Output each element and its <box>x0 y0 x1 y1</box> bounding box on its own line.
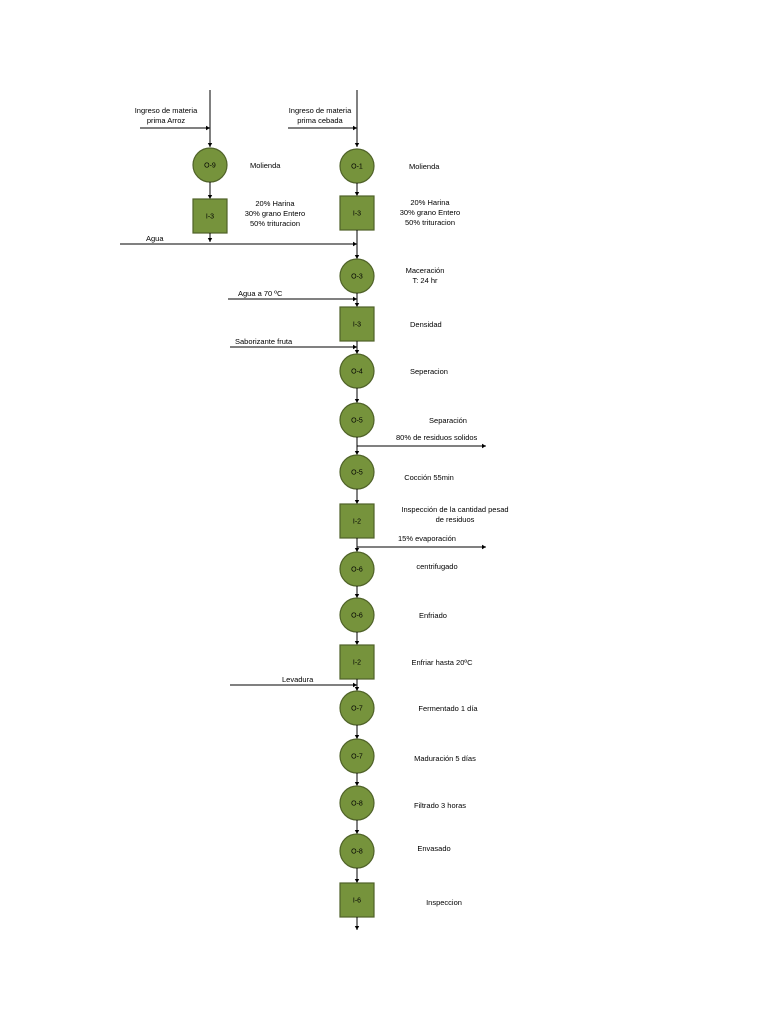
node-code: I-2 <box>352 518 362 526</box>
node-description: 50% trituracion <box>249 219 301 228</box>
node-description: 50% trituracion <box>404 218 456 227</box>
node-code: O-8 <box>351 800 363 808</box>
arrowhead <box>355 926 359 930</box>
node-description: Densidad <box>410 320 442 329</box>
arrowhead <box>355 255 359 259</box>
node-description: Maduración 5 días <box>414 754 476 763</box>
arrowhead <box>355 500 359 504</box>
node-description: Separación <box>429 416 467 425</box>
arrowhead <box>208 238 212 242</box>
node-description: Maceración <box>405 266 445 275</box>
arrowhead <box>355 350 359 354</box>
node-description: Inspección de la cantidad pesad <box>401 505 509 514</box>
node-code: O-9 <box>204 162 216 170</box>
output-label: 15% evaporación <box>398 534 456 543</box>
node-description: Cocción 55min <box>404 473 454 482</box>
main-input-label: Ingreso de materia <box>288 106 352 115</box>
node-code: O-7 <box>351 705 363 713</box>
arrowhead <box>208 195 212 199</box>
node-code: I-3 <box>205 213 215 221</box>
node-code: I-6 <box>352 897 362 905</box>
arrowhead <box>353 345 357 349</box>
node-description: Fermentado 1 día <box>418 704 478 713</box>
node-code: I-2 <box>352 659 362 667</box>
node-description: Filtrado 3 horas <box>413 801 467 810</box>
node-code: I-3 <box>352 210 362 218</box>
node-code: O-5 <box>351 469 363 477</box>
node-description: Inspeccion <box>426 898 462 907</box>
left-input-label: prima Arroz <box>146 116 186 125</box>
arrowhead <box>482 444 486 448</box>
node-code: O-3 <box>351 273 363 281</box>
node-code: O-4 <box>351 368 363 376</box>
input-label: Agua a 70 ºC <box>238 289 283 298</box>
node-code: O-8 <box>351 848 363 856</box>
main-input-label: prima cebada <box>297 116 343 125</box>
arrowhead <box>355 451 359 455</box>
node-code: O-6 <box>351 566 363 574</box>
node-code: O-5 <box>351 417 363 425</box>
arrowhead <box>355 192 359 196</box>
arrowhead <box>353 126 357 130</box>
arrowhead <box>355 143 359 147</box>
input-label: Levadura <box>282 675 314 684</box>
node-description: T: 24 hr <box>412 276 438 285</box>
arrowhead <box>208 143 212 147</box>
node-description: centrifugado <box>416 562 458 571</box>
node-code: O-6 <box>351 612 363 620</box>
node-code: I-3 <box>352 321 362 329</box>
node-description: Enfriar hasta 20ºC <box>411 658 473 667</box>
arrowhead <box>206 126 210 130</box>
node-description: 20% Harina <box>255 199 295 208</box>
node-description: Molienda <box>250 161 281 170</box>
node-description: 20% Harina <box>410 198 450 207</box>
input-label: Agua <box>146 234 164 243</box>
node-description: Seperacion <box>410 367 448 376</box>
arrowhead <box>353 297 357 301</box>
left-input-label: Ingreso de materia <box>134 106 198 115</box>
node-description: 30% grano Entero <box>244 209 306 218</box>
node-description: de residuos <box>435 515 475 524</box>
arrowhead <box>482 545 486 549</box>
node-code: O-1 <box>351 163 363 171</box>
node-code: O-7 <box>351 753 363 761</box>
output-label: 80% de residuos solidos <box>396 433 478 442</box>
node-description: Molienda <box>409 162 440 171</box>
arrowhead <box>355 399 359 403</box>
arrowhead <box>353 683 357 687</box>
arrowhead <box>353 242 357 246</box>
input-label: Saborizante fruta <box>235 337 293 346</box>
node-description: 30% grano Entero <box>399 208 461 217</box>
arrowhead <box>355 303 359 307</box>
node-description: Enfriado <box>419 611 447 620</box>
node-description: Envasado <box>417 844 451 853</box>
